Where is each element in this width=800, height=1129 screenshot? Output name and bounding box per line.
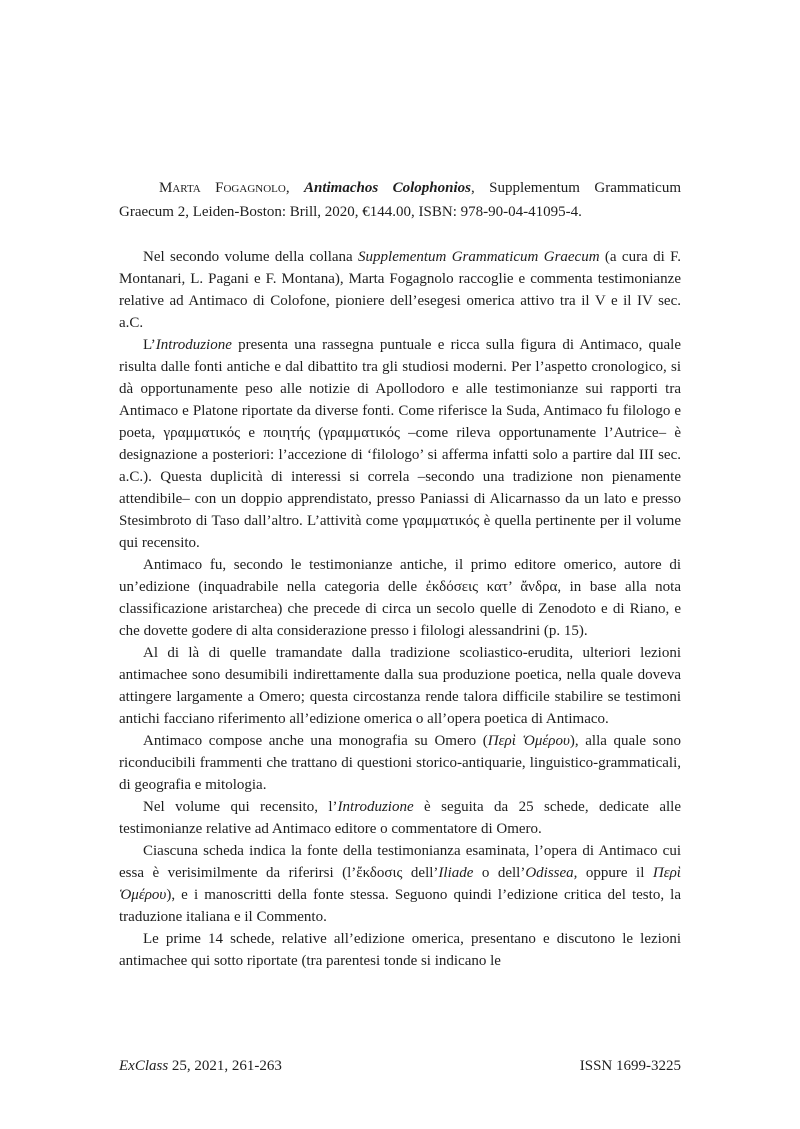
paragraph — [119, 928, 681, 972]
text-run: o dell’ — [473, 865, 526, 881]
text-run: Περὶ Ὁμέρου — [119, 865, 681, 903]
text-run: Supplementum Grammaticum Graecum — [358, 249, 600, 265]
text-run: Nel secondo volume della collana — [143, 249, 359, 265]
text-run: ), alla quale sono riconducibili frammenti che trattano di questioni storico-antiquarie, linguistico-grammaticali, di geografia e mitologia. — [119, 733, 682, 793]
paragraph — [119, 246, 681, 334]
page-content — [119, 176, 681, 972]
paragraph — [119, 796, 681, 840]
text-run: Le prime 14 schede, relative all’edizione omerica, presentano e discutono le lezioni antimachee qui sotto riportate (tra parentesi tonde si indicano le — [119, 931, 681, 969]
text-run: Odissea, — [525, 865, 578, 881]
text-run: è seguita da 25 schede, dedicate alle testimonianze relative ad Antimaco editore o commentatore di Omero. — [119, 799, 682, 837]
text-run: 25, 2021, 261-263 — [168, 1058, 282, 1074]
text-run: , — [285, 180, 304, 196]
paragraph — [119, 334, 681, 554]
text-run: Antimaco compose anche una monografia su Omero ( — [143, 733, 488, 749]
paragraph — [119, 642, 681, 730]
text-run: Antimaco fu, secondo le testimonianze antiche, il primo editore omerico, autore di un’edizione (inquadrabile nella categoria delle ἐκδόσεις κατ’ ἄνδρα, in base alla nota classificazione aristarchea) che precede di circa un secolo quelle di Zenodoto e di Riano, e che dovette godere di alta considerazione presso i filologi alessandrini (p. 15). — [119, 557, 681, 639]
text-run: Marta Fogagnolo — [159, 180, 286, 196]
text-run: oppure il — [577, 865, 653, 881]
paragraph — [119, 840, 681, 928]
text-run: Antimachos Colophonios — [304, 180, 471, 196]
text-run: Introduzione — [337, 799, 414, 815]
text-run: Nel volume qui recensito, l’ — [143, 799, 338, 815]
page-footer — [119, 1055, 681, 1077]
paragraph — [119, 554, 681, 642]
review-body — [119, 246, 681, 972]
journal-reference — [119, 1055, 282, 1077]
text-run: , Supplementum Grammaticum Graecum 2, Leiden-Boston: Brill, 2020, €144.00, ISBN: 978-90-04-41095-4. — [119, 180, 682, 220]
text-run: L’ — [143, 337, 156, 353]
text-run: ), e i manoscritti della fonte stessa. Seguono quindi l’edizione critica del testo, la traduzione italiana e il Commento. — [119, 887, 681, 925]
book-citation — [119, 176, 681, 224]
issn-label: ISSN 1699-3225 — [579, 1058, 681, 1074]
text-run: Ciascuna scheda indica la fonte della testimonianza esaminata, l’opera di Antimaco cui essa è verisimilmente da riferirsi (l’ἔκδοσις dell’ — [119, 843, 681, 881]
text-run: presenta una rassegna puntuale e ricca sulla figura di Antimaco, quale risulta dalle fonti antiche e dal dibattito tra gli studiosi moderni. Per l’aspetto cronologico, si dà opportunamente peso alle notizie di Apollodoro e alle testimonianze sui rapporti tra Antimaco e Platone riportate da diverse fonti. Come riferisce la Suda, Antimaco fu filologo e poeta, γραμματικός e ποιητής (γραμματικός –come rileva opportunamente l’Autrice– è designazione a posteriori: l’accezione di ‘filologo’ si afferma infatti solo a partire dal III sec. a.C.). Questa duplicità di interessi si correla –secondo una tradizione non pienamente attendibile– con un doppio apprendistato, presso Paniassi di Alicarnasso da un lato e presso Stesimbroto di Taso dall’altro. L’attività come γραμματικός è quella pertinente per il volume qui recensito. — [119, 337, 681, 551]
text-run: Περὶ Ὁμέρου — [487, 733, 570, 749]
text-run: (a cura di F. Montanari, L. Pagani e F. Montana), Marta Fogagnolo raccoglie e commenta testimonianze relative ad Antimaco di Colofone, pioniere dell’esegesi omerica attivo tra il V e il IV sec. a.C. — [119, 249, 682, 331]
paragraph — [119, 730, 681, 796]
text-run: Iliade — [438, 865, 474, 881]
text-run: Al di là di quelle tramandate dalla tradizione scoliastico-erudita, ulteriori lezioni antimachee sono desumibili indirettamente dalla sua produzione poetica, nella quale doveva attingere largamente a Omero; questa circostanza rende talora difficile stabilire se testimoni antichi facciano riferimento all’edizione omerica o all’opera poetica di Antimaco. — [119, 645, 681, 727]
text-run: Introduzione — [155, 337, 232, 353]
text-run: ExClass — [119, 1058, 169, 1074]
